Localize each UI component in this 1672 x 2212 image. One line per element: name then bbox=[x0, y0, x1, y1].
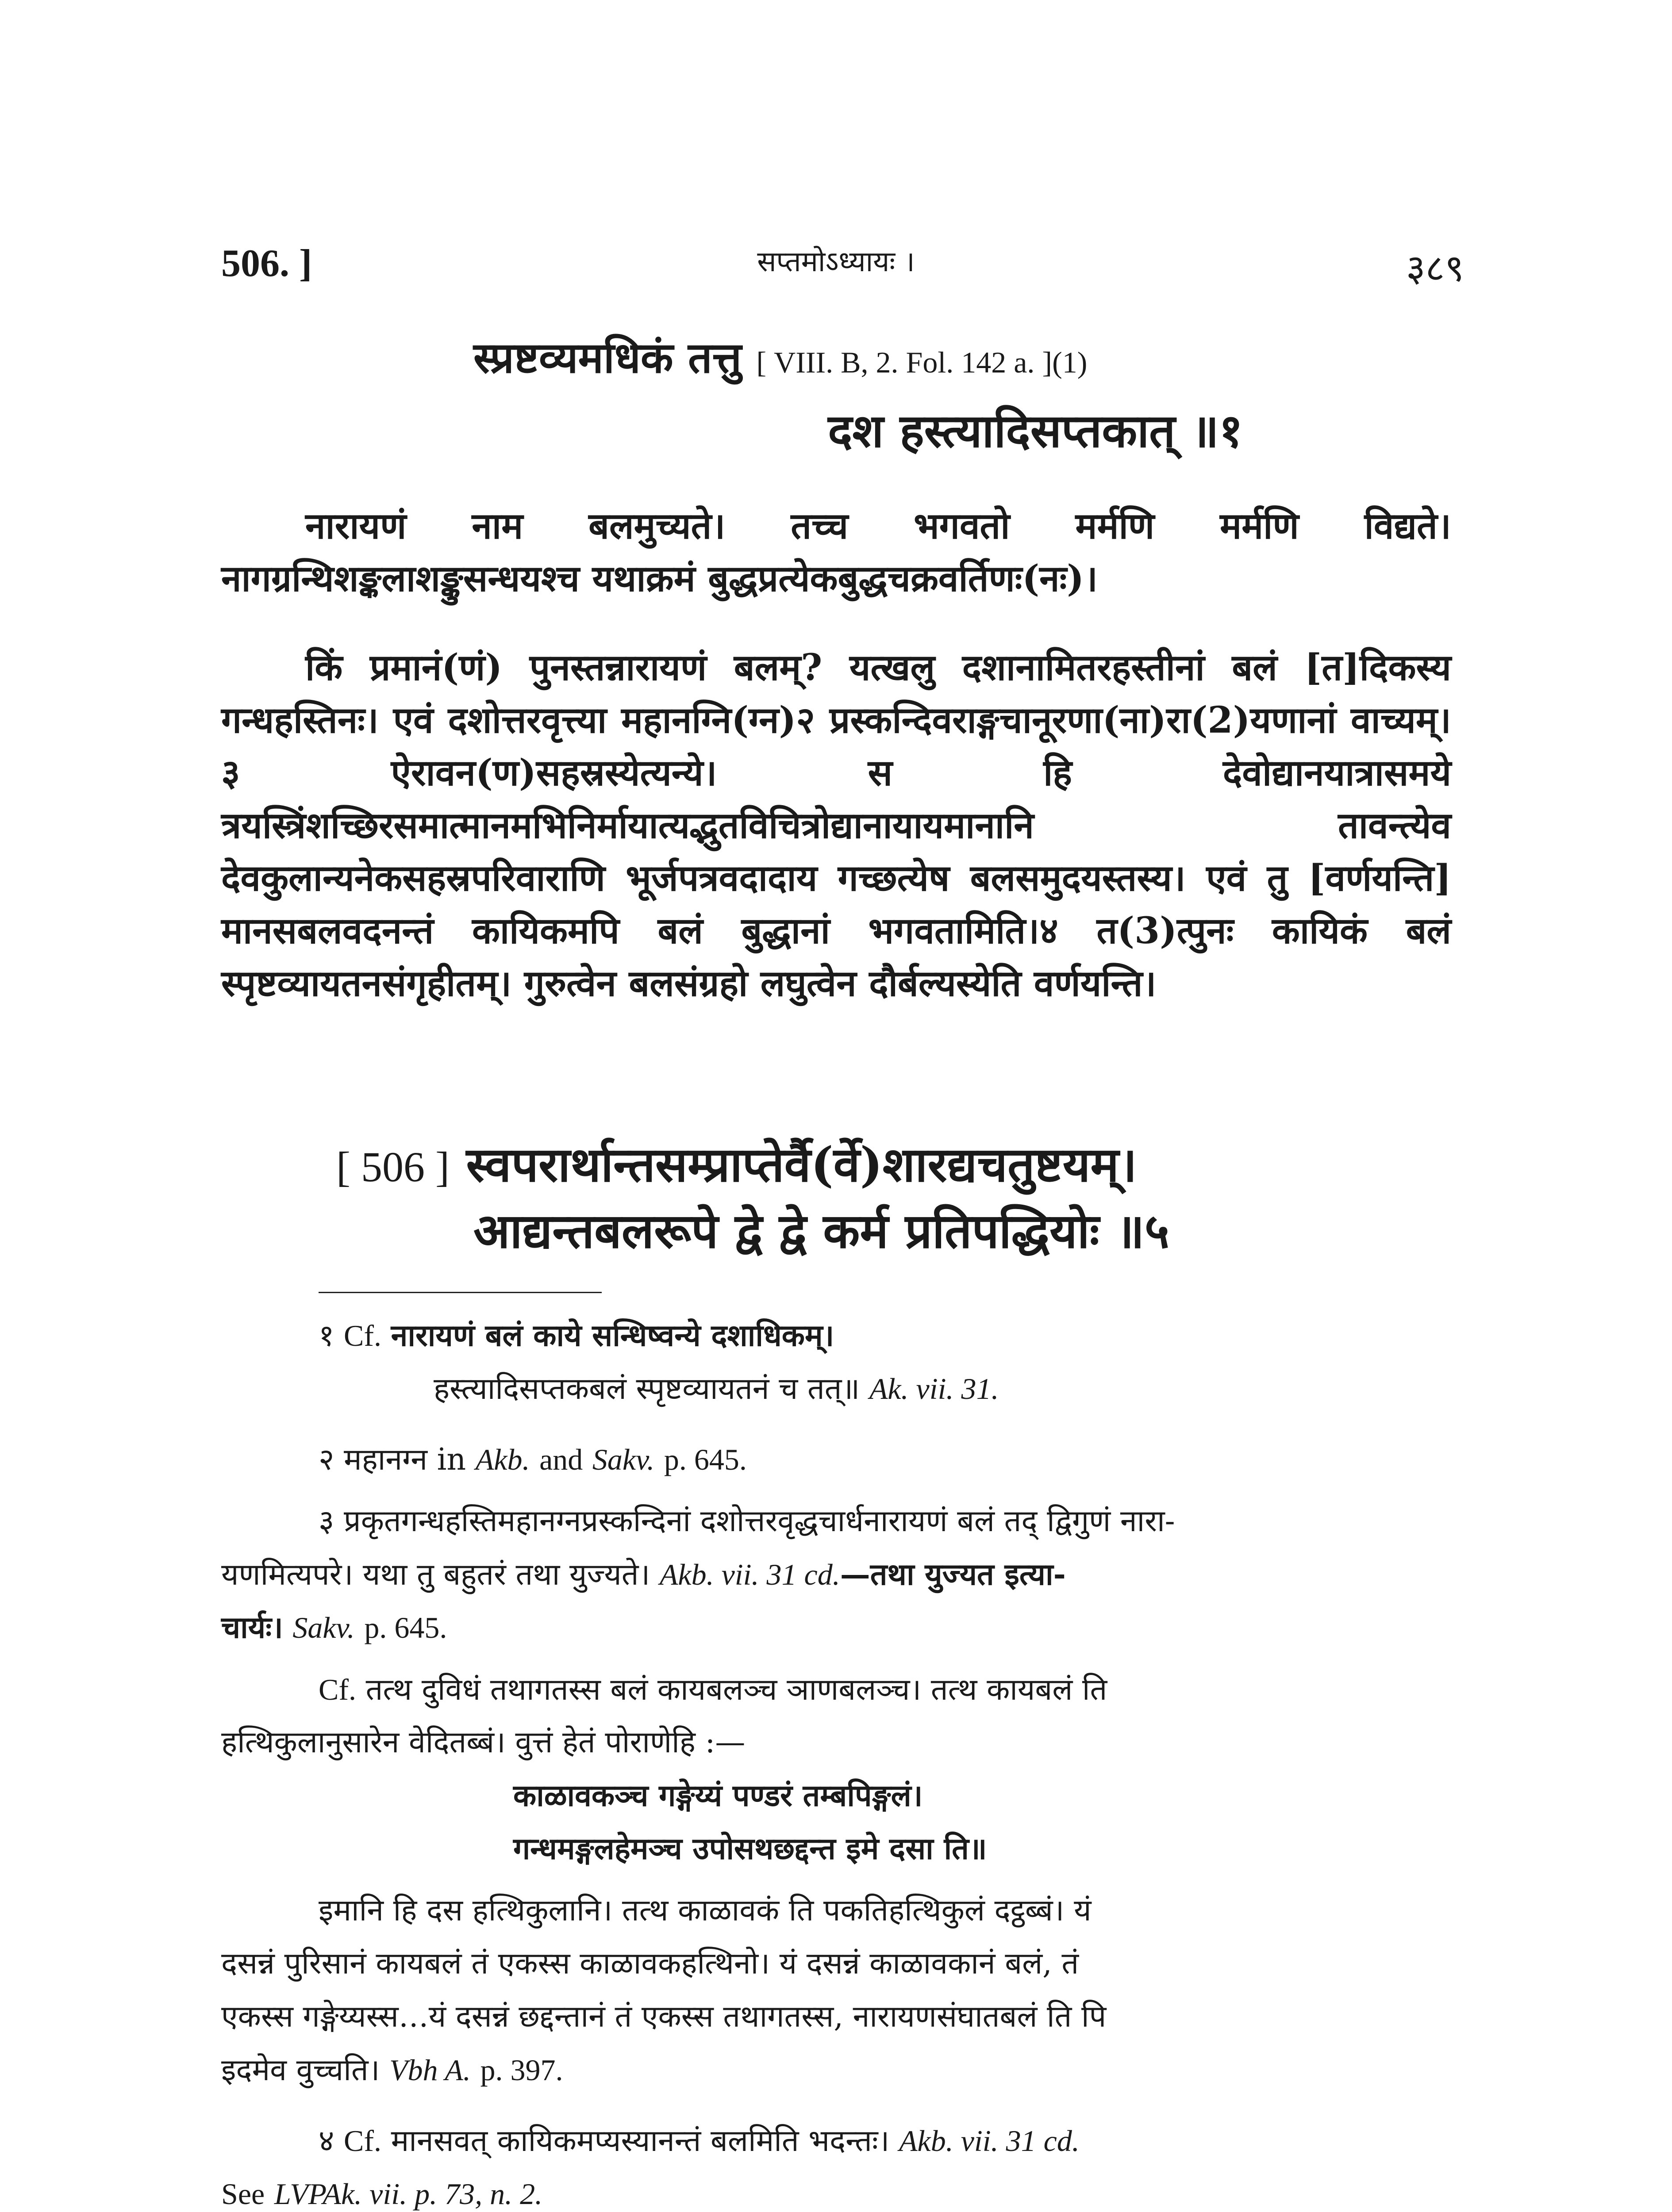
footnote-marker: ४ bbox=[319, 2124, 334, 2158]
footnote-1-line-1 bbox=[319, 1310, 834, 1362]
pali-text: तत्थ दुविधं तथागतस्स बलं कायबलञ्च ञाणबलञ्च। तत्थ कायबलं ति bbox=[365, 1672, 1107, 1707]
footnote-3-line-3 bbox=[221, 1601, 447, 1654]
verse-506-line-2: आद्यन्तबलरूपे द्वे द्वे कर्म प्रतिपद्धियोः ॥५ bbox=[473, 1203, 1169, 1259]
pali-verse-2: गन्धमङ्गलहेमञ्च उपोसथछद्दन्त इमे दसा ति॥ bbox=[513, 1831, 987, 1866]
chapter-title: सप्तमोऽध्यायः । bbox=[757, 246, 915, 278]
footnote-text: महानग्न in bbox=[344, 1442, 466, 1477]
footnote-marker: २ bbox=[319, 1442, 334, 1477]
footnote-marker: १ bbox=[319, 1318, 334, 1353]
cf-label: Cf. bbox=[344, 1319, 381, 1352]
footnote-3-pali-1 bbox=[319, 1663, 1107, 1716]
footnote-3-line-2 bbox=[221, 1548, 1066, 1601]
citation: Ak. vii. 31. bbox=[869, 1372, 999, 1406]
footnote-text: चार्यः। bbox=[221, 1610, 283, 1645]
pali-text: इदमेव वुच्चति। bbox=[221, 2053, 380, 2088]
verse-number: [ 506 ] bbox=[336, 1143, 450, 1190]
verse-text: स्प्रष्टव्यमधिकं तत्तु bbox=[473, 333, 742, 383]
footnote-text: मानसवत् कायिकमप्यस्यानन्तं बलमिति भदन्तः। bbox=[391, 2124, 890, 2158]
see-label: See bbox=[221, 2177, 265, 2211]
section-number: 506. ] bbox=[221, 242, 312, 285]
manuscript-reference: [ VIII. B, 2. Fol. 142 a. ](1) bbox=[756, 346, 1088, 379]
footnote-4-line-1 bbox=[319, 2115, 1080, 2167]
page-ref: p. 645. bbox=[664, 1443, 747, 1476]
footnote-text: यणमित्यपरे। यथा तु बहुतरं तथा युज्यते। bbox=[221, 1557, 650, 1592]
pali-verse-1: काळावकञ्च गङ्गेय्यं पण्डरं तम्बपिङ्गलं। bbox=[513, 1778, 923, 1813]
commentary-paragraph-1: नारायणं नाम बलमुच्यते। तच्च भगवतो मर्मणि मर्मणि विद्यते। नागग्रन्थिशङ्कलाशङ्कुसन्धयश्च यथाक्रमं बुद्धप्रत्येकबुद्धचक्रवर्तिणः(नः)। bbox=[221, 505, 1451, 600]
footnote-3-pali-5: एकस्स गङ्गेय्यस्स…यं दसन्नं छद्दन्तानं तं एकस्स तथागतस्स, नारायणसंघातबलं ति पि bbox=[221, 1999, 1107, 2034]
footnote-3-pali-4: दसन्नं पुरिसानं कायबलं तं एकस्स काळावकहत्थिनो। यं दसन्नं काळावकानं बलं, तं bbox=[221, 1946, 1079, 1981]
verse-text: स्वपरार्थान्तसम्प्राप्तेर्वै(र्वे)शारद्यचतुष्टयम्। bbox=[466, 1137, 1137, 1193]
page-ref: p. 645. bbox=[364, 1611, 447, 1644]
footnote-3-pali-2: हत्थिकुलानुसारेन वेदितब्बं। वुत्तं हेतं पोराणेहि :— bbox=[221, 1725, 746, 1760]
conjunction: and bbox=[539, 1443, 583, 1476]
citation: Akb. bbox=[475, 1443, 530, 1476]
page-ref: p. 397. bbox=[480, 2053, 563, 2087]
footnote-1-line-2 bbox=[434, 1363, 999, 1415]
footnote-text: हस्त्यादिसप्तकबलं स्पृष्टव्यायतनं च तत्॥ bbox=[434, 1371, 860, 1406]
page-number: ३८९ bbox=[1406, 246, 1464, 290]
cf-label: Cf. bbox=[319, 1673, 356, 1706]
cf-label: Cf. bbox=[344, 2124, 381, 2158]
footnote-divider bbox=[319, 1292, 602, 1293]
verse-line-1 bbox=[473, 327, 1087, 385]
citation: LVPAk. vii. p. 73, n. 2. bbox=[274, 2177, 543, 2211]
footnote-3-line-1 bbox=[319, 1495, 1175, 1548]
commentary-paragraph-2: किं प्रमानं(णं) पुनस्तन्नारायणं बलम्? यत्खलु दशानामितरहस्तीनां बलं [त]दिकस्य गन्धहस्तिनः। एवं दशोत्तरवृत्त्या महानग्नि(ग्न)२ प्रस्कन्दिवराङ्गचानूरणा(ना)रा(2)यणानां वाच्यम्।३ ऐरावन(ण)सहस्रस्येत्यन्ये। स हि देवोद्यानयात्रासमये त्रयस्त्रिंशच्छिरसमात्मानमभिनिर्मायात्यद्भुतविचित्रोद्यानायायमानानि तावन्त्येव देवकुलान्यनेकसहस्रपरिवाराणि भूर्जपत्रवदादाय गच्छत्येष बलसमुदयस्तस्य। एवं तु [वर्णयन्ति] मानसबलवदनन्तं कायिकमपि बलं बुद्धानां भगवतामिति।४ त(3)त्पुनः कायिकं बलं स्पृष्टव्यायतनसंगृहीतम्। गुरुत्वेन बलसंग्रहो लघुत्वेन दौर्बल्यस्येति वर्णयन्ति। bbox=[221, 646, 1452, 1005]
footnote-3-pali-3: इमानि हि दस हत्थिकुलानि। तत्थ काळावकं ति पकतिहत्थिकुलं दट्ठब्बं। यं bbox=[319, 1893, 1092, 1928]
footnote-text: —तथा युज्यत इत्या- bbox=[840, 1557, 1066, 1592]
verse-506-line-1 bbox=[336, 1130, 1137, 1195]
citation: Sakv. bbox=[592, 1443, 655, 1476]
citation: Akb. vii. 31 cd. bbox=[899, 2124, 1080, 2158]
verse-line-2: दश हस्त्यादिसप्तकात् ॥१ bbox=[828, 403, 1243, 458]
citation: Akb. vii. 31 cd. bbox=[659, 1558, 840, 1591]
footnote-marker: ३ bbox=[319, 1504, 334, 1539]
footnote-2 bbox=[319, 1433, 747, 1486]
footnote-3-pali-6 bbox=[221, 2044, 563, 2097]
citation: Sakv. bbox=[292, 1611, 355, 1644]
citation: Vbh A. bbox=[389, 2053, 471, 2087]
footnote-text: नारायणं बलं काये सन्धिष्वन्ये दशाधिकम्। bbox=[391, 1318, 834, 1353]
footnote-text: प्रकृतगन्धहस्तिमहानग्नप्रस्कन्दिनां दशोत्तरवृद्धचार्धनारायणं बलं तद् द्विगुणं नारा- bbox=[344, 1504, 1175, 1539]
footnote-4-line-2 bbox=[221, 2168, 542, 2212]
